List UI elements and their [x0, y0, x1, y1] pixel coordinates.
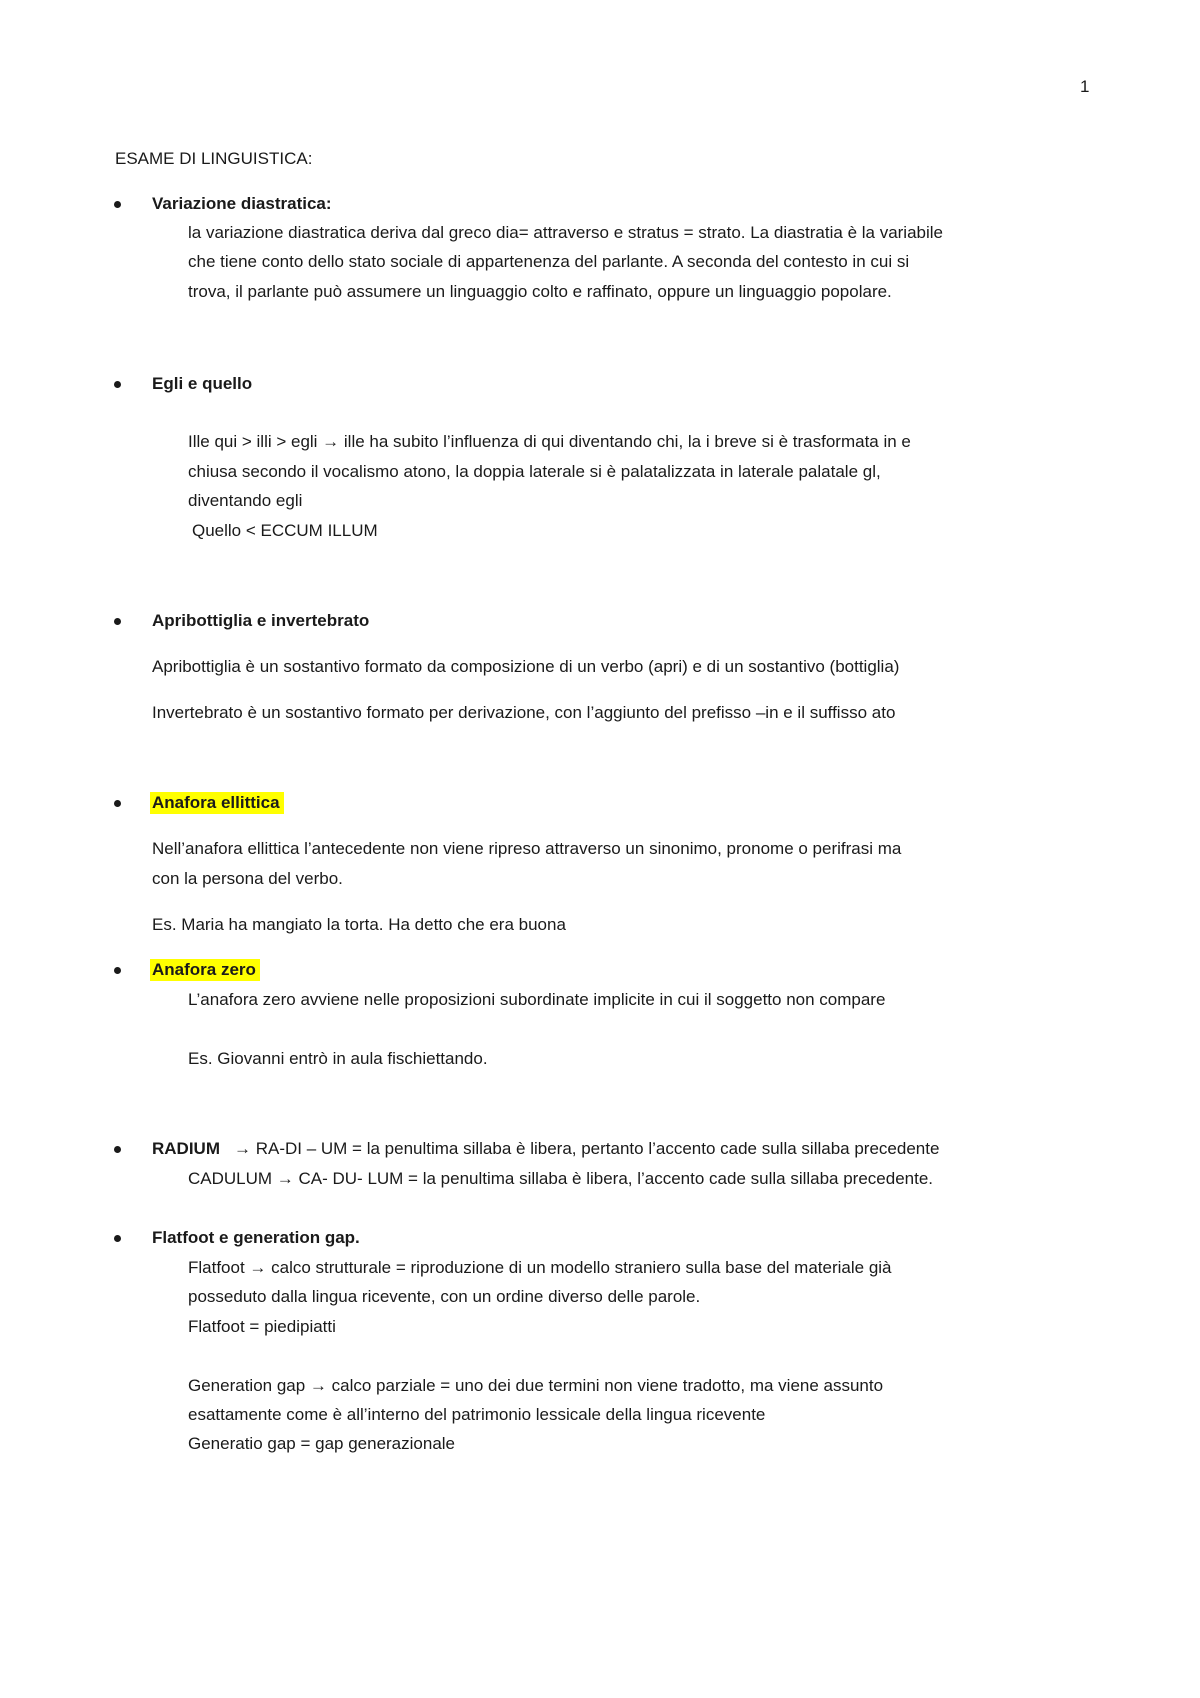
- text-line: esattamente come è all’interno del patrimonio lessicale della lingua ricevente: [188, 1405, 766, 1424]
- text-line: Ille qui > illi > egli → ille ha subito l’influenza di qui diventando chi, la i breve si è trasformata in e: [188, 432, 911, 451]
- text-line: Generatio gap = gap generazionale: [188, 1434, 456, 1453]
- text-line: Nell’anafora ellittica l’antecedente non viene ripreso attraverso un sinonimo, pronome o perifrasi ma: [152, 839, 902, 858]
- text-line: posseduto dalla lingua ricevente, con un ordine diverso delle parole.: [188, 1287, 701, 1306]
- text-line: con la persona del verbo.: [152, 869, 343, 888]
- text-line: la variazione diastratica deriva dal greco dia= attraverso e stratus = strato. La diastratia è la variabile: [188, 223, 944, 242]
- section-heading: Flatfoot e generation gap.: [152, 1228, 360, 1247]
- text-line: CADULUM → CA- DU- LUM = la penultima sillaba è libera, l’accento cade sulla sillaba precedente.: [188, 1169, 934, 1188]
- text-line: che tiene conto dello stato sociale di appartenenza del parlante. A seconda del contesto in cui si: [188, 252, 910, 271]
- text-line: Invertebrato è un sostantivo formato per derivazione, con l’aggiunto del prefisso –in e il suffisso ato: [152, 703, 896, 722]
- section-heading: RADIUM: [152, 1139, 220, 1158]
- bullet-icon: [114, 1235, 121, 1242]
- text-line: diventando egli: [188, 491, 303, 510]
- bullet-icon: [114, 201, 121, 208]
- text-line: Es. Maria ha mangiato la torta. Ha detto che era buona: [152, 915, 566, 934]
- bullet-icon: [114, 1146, 121, 1153]
- section-heading: Variazione diastratica:: [152, 194, 332, 213]
- document-title: ESAME DI LINGUISTICA:: [115, 149, 313, 168]
- page-number: 1: [1080, 77, 1090, 96]
- section-heading-highlighted: Anafora zero: [150, 959, 260, 981]
- text-line: Apribottiglia è un sostantivo formato da composizione di un verbo (apri) e di un sostantivo (bottiglia): [152, 657, 900, 676]
- section-heading: Apribottiglia e invertebrato: [152, 611, 370, 630]
- text-line: Es. Giovanni entrò in aula fischiettando.: [188, 1049, 488, 1068]
- text-line: chiusa secondo il vocalismo atono, la doppia laterale si è palatalizzata in laterale palatale gl,: [188, 462, 881, 481]
- text-line: Flatfoot = piedipiatti: [188, 1317, 336, 1336]
- section-heading-highlighted: Anafora ellittica: [150, 792, 284, 814]
- text-line: Generation gap → calco parziale = uno dei due termini non viene tradotto, ma viene assunto: [188, 1376, 884, 1395]
- text-line: → RA-DI – UM = la penultima sillaba è libera, pertanto l’accento cade sulla sillaba precedente: [234, 1139, 940, 1158]
- section-heading: Egli e quello: [152, 374, 253, 393]
- text-line: Flatfoot → calco strutturale = riproduzione di un modello straniero sulla base del materiale già: [188, 1258, 892, 1277]
- text-line: trova, il parlante può assumere un linguaggio colto e raffinato, oppure un linguaggio popolare.: [188, 282, 892, 301]
- bullet-icon: [114, 967, 121, 974]
- bullet-icon: [114, 618, 121, 625]
- bullet-icon: [114, 381, 121, 388]
- text-line: L’anafora zero avviene nelle proposizioni subordinate implicite in cui il soggetto non compare: [188, 990, 886, 1009]
- text-line: Quello < ECCUM ILLUM: [192, 521, 378, 540]
- bullet-icon: [114, 800, 121, 807]
